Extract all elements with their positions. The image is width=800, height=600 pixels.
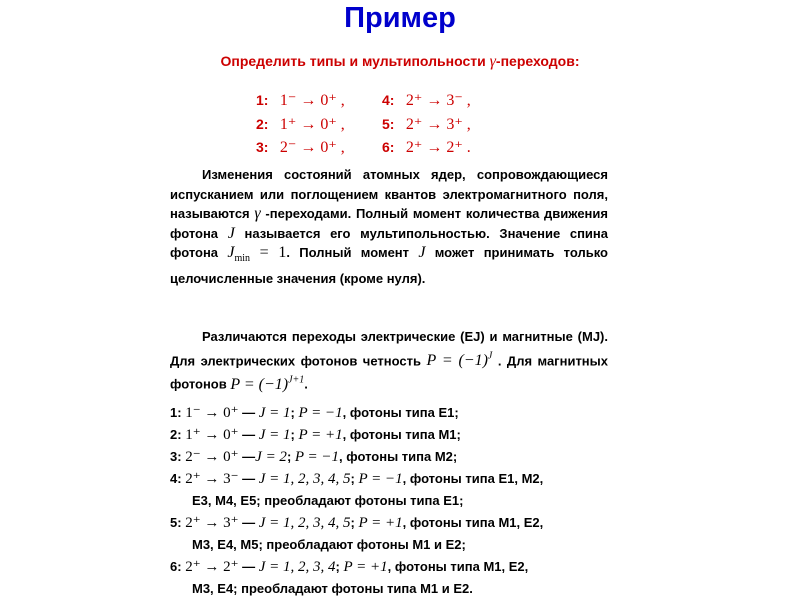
- parity-exponent: J: [487, 350, 493, 362]
- result-continuation: M3, E4, M5; преобладают фотоны M1 и E2;: [192, 537, 466, 552]
- task-statement: [0, 53, 800, 71]
- result-text: , фотоны типа E1;: [342, 405, 459, 420]
- result-item: [170, 468, 610, 490]
- paragraph-text: Различаются переходы электрические (EJ) и магнитные (MJ). Для электрических фотонов четность: [170, 329, 608, 368]
- definition-paragraph: [170, 165, 608, 288]
- result-parity: P = −1: [294, 449, 340, 465]
- transition-item: [382, 90, 471, 110]
- parity-paragraph: [170, 327, 608, 394]
- paragraph-text: . Для магнитных фотонов: [170, 352, 608, 392]
- result-number: 2:: [170, 427, 182, 442]
- result-transition: 2⁻ → 0⁺: [185, 449, 239, 465]
- result-number: 4:: [170, 471, 182, 486]
- j-symbol: J: [227, 224, 235, 242]
- gamma-symbol: γ: [254, 205, 261, 222]
- min-subscript: min: [234, 253, 250, 265]
- result-item: [170, 556, 610, 578]
- result-number: 3:: [170, 449, 182, 464]
- transition-number: 5:: [382, 116, 395, 132]
- result-dash: —: [238, 471, 259, 486]
- transition-number: 4:: [382, 92, 395, 108]
- paragraph-text: -переходами. Полный момент количества движения фотона: [170, 206, 608, 241]
- transition-item: [256, 90, 345, 110]
- result-dash: —: [238, 449, 256, 464]
- result-number: 1:: [170, 405, 182, 420]
- result-multipolarity: J = 1, 2, 3, 4: [258, 559, 336, 575]
- transition-item: [382, 114, 471, 134]
- result-item: [170, 446, 610, 468]
- result-text: , фотоны типа M2;: [339, 449, 458, 464]
- transition-formula: 2⁻ → 0⁺ ,: [279, 139, 345, 156]
- result-parity: P = +1: [298, 427, 343, 443]
- result-separator: ;: [350, 471, 359, 486]
- result-separator: ;: [286, 449, 295, 464]
- result-item: [170, 424, 610, 446]
- result-separator: ;: [335, 559, 344, 574]
- result-item: [170, 402, 610, 424]
- transition-item: [256, 114, 345, 134]
- transition-number: 2:: [256, 116, 269, 132]
- result-multipolarity: J = 1: [258, 405, 291, 421]
- result-continuation: M3, E4; преобладают фотоны типа M1 и E2.: [192, 581, 473, 596]
- result-transition: 2⁺ → 3⁺: [185, 515, 239, 531]
- transition-number: 1:: [256, 92, 269, 108]
- transition-formula: 2⁺ → 3⁻ ,: [405, 92, 471, 109]
- result-dash: —: [238, 515, 259, 530]
- result-dash: —: [238, 559, 259, 574]
- task-text-end: -переходов:: [495, 53, 580, 69]
- result-transition: 2⁺ → 3⁻: [185, 471, 239, 487]
- page-title: Пример: [344, 2, 456, 34]
- j-symbol: J: [418, 244, 426, 261]
- result-multipolarity: J = 1, 2, 3, 4, 5: [258, 515, 351, 531]
- transition-formula: 2⁺ → 3⁺ ,: [405, 116, 471, 133]
- paragraph-text: . Полный момент: [286, 245, 419, 260]
- result-dash: —: [238, 405, 259, 420]
- paragraph-text: .: [304, 376, 308, 392]
- result-multipolarity: J = 1, 2, 3, 4, 5: [258, 471, 351, 487]
- result-parity: P = −1: [298, 405, 343, 421]
- electric-parity-formula: P = (−1): [426, 351, 488, 369]
- result-transition: 1⁻ → 0⁺: [185, 405, 239, 421]
- result-dash: —: [238, 427, 259, 442]
- result-text: , фотоны типа E1, M2,: [402, 471, 544, 486]
- task-text: Определить типы и мультипольности: [220, 53, 486, 69]
- result-number: 6:: [170, 559, 182, 574]
- transition-number: 6:: [382, 139, 395, 155]
- result-separator: ;: [350, 515, 359, 530]
- transition-formula: 1⁺ → 0⁺ ,: [279, 116, 345, 133]
- result-parity: P = +1: [358, 515, 403, 531]
- transition-formula: 2⁺ → 2⁺ .: [405, 139, 471, 156]
- result-separator: ;: [290, 405, 299, 420]
- transition-formula: 1⁻ → 0⁺ ,: [279, 92, 345, 109]
- result-separator: ;: [290, 427, 299, 442]
- result-item: [170, 512, 610, 534]
- result-parity: P = −1: [358, 471, 403, 487]
- j-min-value: = 1: [250, 244, 287, 261]
- result-text: , фотоны типа M1, E2,: [387, 559, 529, 574]
- paragraph-text: Изменения состояний атомных ядер, сопровождающиеся испусканием или поглощением квантов электромагнитного поля, называются: [170, 167, 608, 221]
- magnetic-parity-formula: P = (−1): [230, 375, 289, 393]
- transition-item: [256, 137, 345, 157]
- result-multipolarity: J = 2: [255, 449, 287, 465]
- result-transition: 1⁺ → 0⁺: [185, 427, 239, 443]
- parity-exponent: J+1: [288, 374, 305, 386]
- paragraph-text: может принимать только целочисленные значения (кроме нуля).: [170, 245, 608, 286]
- result-transition: 2⁺ → 2⁺: [185, 559, 239, 575]
- j-min-symbol: J: [227, 244, 235, 261]
- result-text: , фотоны типа M1, E2,: [402, 515, 544, 530]
- results-list: [170, 402, 610, 600]
- result-continuation: E3, M4, E5; преобладают фотоны типа E1;: [192, 493, 464, 508]
- result-multipolarity: J = 1: [258, 427, 291, 443]
- transition-number: 3:: [256, 139, 269, 155]
- transition-item: [382, 137, 471, 157]
- result-number: 5:: [170, 515, 182, 530]
- result-text: , фотоны типа M1;: [342, 427, 461, 442]
- result-parity: P = +1: [343, 559, 388, 575]
- gamma-symbol: γ: [489, 53, 496, 70]
- paragraph-text: называется его мультипольностью. Значение спина фотона: [170, 225, 608, 260]
